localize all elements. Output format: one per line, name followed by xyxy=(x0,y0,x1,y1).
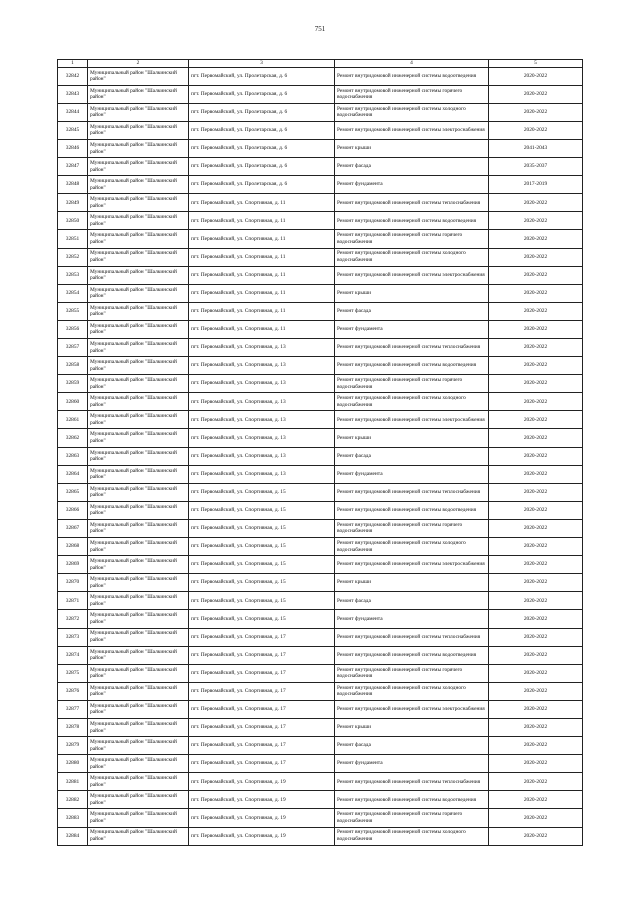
row-number: 32852 xyxy=(58,248,88,266)
table-row xyxy=(58,103,583,121)
row-number: 32868 xyxy=(58,538,88,556)
table-row xyxy=(58,664,583,682)
municipality-cell: Муниципальный район "Шалкинский район" xyxy=(88,266,189,284)
table-row xyxy=(58,773,583,791)
table-row xyxy=(58,501,583,519)
row-number: 32871 xyxy=(58,592,88,610)
work-type-cell: Ремонт фасада xyxy=(335,592,489,610)
table-row xyxy=(58,538,583,556)
work-type-cell: Ремонт внутридомовой инженерной системы холодного водоснабжения xyxy=(335,393,489,411)
address-cell: пгт. Первомайский, ул. Спортивная, д. 13 xyxy=(189,429,335,447)
work-type-cell: Ремонт фундамента xyxy=(335,176,489,194)
municipality-cell: Муниципальный район "Шалкинский район" xyxy=(88,339,189,357)
municipality-cell: Муниципальный район "Шалкинский район" xyxy=(88,85,189,103)
table-row xyxy=(58,139,583,157)
table-row xyxy=(58,266,583,284)
address-cell: пгт. Первомайский, ул. Спортивная, д. 17 xyxy=(189,682,335,700)
row-number: 32870 xyxy=(58,574,88,592)
work-type-cell: Ремонт крыши xyxy=(335,718,489,736)
work-type-cell: Ремонт внутридомовой инженерной системы водоотведения xyxy=(335,67,489,85)
work-type-cell: Ремонт внутридомовой инженерной системы горячего водоснабжения xyxy=(335,519,489,537)
address-cell: пгт. Первомайский, ул. Спортивная, д. 15 xyxy=(189,483,335,501)
table-row xyxy=(58,483,583,501)
address-cell: пгт. Первомайский, ул. Пролетарская, д. 6 xyxy=(189,121,335,139)
table-row xyxy=(58,628,583,646)
work-type-cell: Ремонт внутридомовой инженерной системы теплоснабжения xyxy=(335,628,489,646)
row-number: 32860 xyxy=(58,393,88,411)
address-cell: пгт. Первомайский, ул. Спортивная, д. 11 xyxy=(189,194,335,212)
municipality-cell: Муниципальный район "Шалкинский район" xyxy=(88,574,189,592)
column-header-4: 4 xyxy=(335,60,489,68)
table-row xyxy=(58,320,583,338)
work-type-cell: Ремонт внутридомовой инженерной системы теплоснабжения xyxy=(335,194,489,212)
address-cell: пгт. Первомайский, ул. Пролетарская, д. 6 xyxy=(189,103,335,121)
table-row xyxy=(58,158,583,176)
row-number: 32857 xyxy=(58,339,88,357)
municipality-cell: Муниципальный район "Шалкинский район" xyxy=(88,411,189,429)
address-cell: пгт. Первомайский, ул. Спортивная, д. 15 xyxy=(189,501,335,519)
address-cell: пгт. Первомайский, ул. Пролетарская, д. 6 xyxy=(189,85,335,103)
work-type-cell: Ремонт внутридомовой инженерной системы холодного водоснабжения xyxy=(335,538,489,556)
period-cell: 2020-2022 xyxy=(489,375,583,393)
municipality-cell: Муниципальный район "Шалкинский район" xyxy=(88,700,189,718)
municipality-cell: Муниципальный район "Шалкинский район" xyxy=(88,302,189,320)
period-cell: 2020-2022 xyxy=(489,682,583,700)
work-type-cell: Ремонт внутридомовой инженерной системы водоотведения xyxy=(335,791,489,809)
table-row xyxy=(58,610,583,628)
address-cell: пгт. Первомайский, ул. Спортивная, д. 11 xyxy=(189,320,335,338)
work-type-cell: Ремонт внутридомовой инженерной системы горячего водоснабжения xyxy=(335,375,489,393)
address-cell: пгт. Первомайский, ул. Пролетарская, д. 6 xyxy=(189,139,335,157)
row-number: 32875 xyxy=(58,664,88,682)
period-cell: 2020-2022 xyxy=(489,429,583,447)
row-number: 32879 xyxy=(58,737,88,755)
period-cell: 2020-2022 xyxy=(489,718,583,736)
work-type-cell: Ремонт фасада xyxy=(335,737,489,755)
address-cell: пгт. Первомайский, ул. Спортивная, д. 11 xyxy=(189,284,335,302)
row-number: 32844 xyxy=(58,103,88,121)
column-header-1: 1 xyxy=(58,60,88,68)
period-cell: 2020-2022 xyxy=(489,501,583,519)
municipality-cell: Муниципальный район "Шалкинский район" xyxy=(88,682,189,700)
row-number: 32848 xyxy=(58,176,88,194)
work-type-cell: Ремонт крыши xyxy=(335,429,489,447)
municipality-cell: Муниципальный район "Шалкинский район" xyxy=(88,139,189,157)
municipality-cell: Муниципальный район "Шалкинский район" xyxy=(88,158,189,176)
period-cell: 2020-2022 xyxy=(489,284,583,302)
municipality-cell: Муниципальный район "Шалкинский район" xyxy=(88,827,189,845)
municipality-cell: Муниципальный район "Шалкинский район" xyxy=(88,556,189,574)
table-row xyxy=(58,248,583,266)
table-header-row xyxy=(58,60,583,68)
work-type-cell: Ремонт внутридомовой инженерной системы холодного водоснабжения xyxy=(335,827,489,845)
table-row xyxy=(58,429,583,447)
row-number: 32884 xyxy=(58,827,88,845)
period-cell: 2020-2022 xyxy=(489,121,583,139)
period-cell: 2020-2022 xyxy=(489,302,583,320)
table-row xyxy=(58,465,583,483)
municipality-cell: Муниципальный район "Шалкинский район" xyxy=(88,447,189,465)
row-number: 32845 xyxy=(58,121,88,139)
period-cell: 2041-2043 xyxy=(489,139,583,157)
registry-table xyxy=(57,59,583,846)
period-cell: 2017-2019 xyxy=(489,176,583,194)
period-cell: 2020-2022 xyxy=(489,664,583,682)
municipality-cell: Муниципальный район "Шалкинский район" xyxy=(88,791,189,809)
work-type-cell: Ремонт внутридомовой инженерной системы холодного водоснабжения xyxy=(335,248,489,266)
work-type-cell: Ремонт фундамента xyxy=(335,755,489,773)
address-cell: пгт. Первомайский, ул. Спортивная, д. 15 xyxy=(189,574,335,592)
table-row xyxy=(58,85,583,103)
column-header-5: 5 xyxy=(489,60,583,68)
work-type-cell: Ремонт внутридомовой инженерной системы горячего водоснабжения xyxy=(335,85,489,103)
table-row xyxy=(58,302,583,320)
work-type-cell: Ремонт внутридомовой инженерной системы электроснабжения xyxy=(335,121,489,139)
work-type-cell: Ремонт фундамента xyxy=(335,465,489,483)
municipality-cell: Муниципальный район "Шалкинский район" xyxy=(88,483,189,501)
address-cell: пгт. Первомайский, ул. Спортивная, д. 13 xyxy=(189,393,335,411)
work-type-cell: Ремонт фундамента xyxy=(335,320,489,338)
municipality-cell: Муниципальный район "Шалкинский район" xyxy=(88,773,189,791)
work-type-cell: Ремонт фасада xyxy=(335,302,489,320)
work-type-cell: Ремонт фасада xyxy=(335,158,489,176)
row-number: 32858 xyxy=(58,357,88,375)
row-number: 32869 xyxy=(58,556,88,574)
table-row xyxy=(58,339,583,357)
address-cell: пгт. Первомайский, ул. Спортивная, д. 19 xyxy=(189,827,335,845)
address-cell: пгт. Первомайский, ул. Спортивная, д. 19 xyxy=(189,809,335,827)
work-type-cell: Ремонт внутридомовой инженерной системы холодного водоснабжения xyxy=(335,682,489,700)
row-number: 32878 xyxy=(58,718,88,736)
table-row xyxy=(58,556,583,574)
row-number: 32877 xyxy=(58,700,88,718)
period-cell: 2020-2022 xyxy=(489,212,583,230)
municipality-cell: Муниципальный район "Шалкинский район" xyxy=(88,67,189,85)
address-cell: пгт. Первомайский, ул. Спортивная, д. 11 xyxy=(189,248,335,266)
address-cell: пгт. Первомайский, ул. Спортивная, д. 11 xyxy=(189,302,335,320)
address-cell: пгт. Первомайский, ул. Спортивная, д. 15 xyxy=(189,592,335,610)
table-row xyxy=(58,700,583,718)
table-row xyxy=(58,393,583,411)
row-number: 32867 xyxy=(58,519,88,537)
address-cell: пгт. Первомайский, ул. Спортивная, д. 17 xyxy=(189,755,335,773)
row-number: 32859 xyxy=(58,375,88,393)
period-cell: 2020-2022 xyxy=(489,773,583,791)
work-type-cell: Ремонт крыши xyxy=(335,139,489,157)
table-row xyxy=(58,411,583,429)
row-number: 32862 xyxy=(58,429,88,447)
work-type-cell: Ремонт внутридомовой инженерной системы горячего водоснабжения xyxy=(335,664,489,682)
period-cell: 2020-2022 xyxy=(489,447,583,465)
table-row xyxy=(58,194,583,212)
municipality-cell: Муниципальный район "Шалкинский район" xyxy=(88,320,189,338)
row-number: 32842 xyxy=(58,67,88,85)
municipality-cell: Муниципальный район "Шалкинский район" xyxy=(88,248,189,266)
municipality-cell: Муниципальный район "Шалкинский район" xyxy=(88,393,189,411)
address-cell: пгт. Первомайский, ул. Спортивная, д. 19 xyxy=(189,773,335,791)
row-number: 32861 xyxy=(58,411,88,429)
municipality-cell: Муниципальный район "Шалкинский район" xyxy=(88,429,189,447)
municipality-cell: Муниципальный район "Шалкинский район" xyxy=(88,194,189,212)
row-number: 32866 xyxy=(58,501,88,519)
municipality-cell: Муниципальный район "Шалкинский район" xyxy=(88,809,189,827)
work-type-cell: Ремонт внутридомовой инженерной системы горячего водоснабжения xyxy=(335,809,489,827)
period-cell: 2020-2022 xyxy=(489,700,583,718)
period-cell: 2020-2022 xyxy=(489,393,583,411)
column-header-2: 2 xyxy=(88,60,189,68)
address-cell: пгт. Первомайский, ул. Спортивная, д. 17 xyxy=(189,718,335,736)
row-number: 32873 xyxy=(58,628,88,646)
table-row xyxy=(58,519,583,537)
address-cell: пгт. Первомайский, ул. Спортивная, д. 15 xyxy=(189,519,335,537)
table-row xyxy=(58,592,583,610)
table-row xyxy=(58,357,583,375)
municipality-cell: Муниципальный район "Шалкинский район" xyxy=(88,230,189,248)
table-row xyxy=(58,827,583,845)
period-cell: 2020-2022 xyxy=(489,266,583,284)
row-number: 32880 xyxy=(58,755,88,773)
period-cell: 2020-2022 xyxy=(489,339,583,357)
municipality-cell: Муниципальный район "Шалкинский район" xyxy=(88,664,189,682)
period-cell: 2020-2022 xyxy=(489,411,583,429)
work-type-cell: Ремонт внутридомовой инженерной системы теплоснабжения xyxy=(335,773,489,791)
period-cell: 2035-2037 xyxy=(489,158,583,176)
work-type-cell: Ремонт внутридомовой инженерной системы водоотведения xyxy=(335,212,489,230)
table-row xyxy=(58,682,583,700)
address-cell: пгт. Первомайский, ул. Спортивная, д. 17 xyxy=(189,664,335,682)
address-cell: пгт. Первомайский, ул. Спортивная, д. 13 xyxy=(189,357,335,375)
table-row xyxy=(58,67,583,85)
work-type-cell: Ремонт крыши xyxy=(335,284,489,302)
table-row xyxy=(58,755,583,773)
period-cell: 2020-2022 xyxy=(489,320,583,338)
address-cell: пгт. Первомайский, ул. Спортивная, д. 15 xyxy=(189,610,335,628)
work-type-cell: Ремонт фундамента xyxy=(335,610,489,628)
period-cell: 2020-2022 xyxy=(489,103,583,121)
work-type-cell: Ремонт внутридомовой инженерной системы теплоснабжения xyxy=(335,483,489,501)
municipality-cell: Муниципальный район "Шалкинский район" xyxy=(88,284,189,302)
work-type-cell: Ремонт крыши xyxy=(335,574,489,592)
work-type-cell: Ремонт внутридомовой инженерной системы водоотведения xyxy=(335,357,489,375)
address-cell: пгт. Первомайский, ул. Спортивная, д. 13 xyxy=(189,411,335,429)
period-cell: 2020-2022 xyxy=(489,483,583,501)
address-cell: пгт. Первомайский, ул. Спортивная, д. 17 xyxy=(189,700,335,718)
period-cell: 2020-2022 xyxy=(489,737,583,755)
row-number: 32864 xyxy=(58,465,88,483)
municipality-cell: Муниципальный район "Шалкинский район" xyxy=(88,610,189,628)
period-cell: 2020-2022 xyxy=(489,755,583,773)
work-type-cell: Ремонт внутридомовой инженерной системы теплоснабжения xyxy=(335,339,489,357)
row-number: 32846 xyxy=(58,139,88,157)
period-cell: 2020-2022 xyxy=(489,827,583,845)
municipality-cell: Муниципальный район "Шалкинский район" xyxy=(88,121,189,139)
period-cell: 2020-2022 xyxy=(489,809,583,827)
municipality-cell: Муниципальный район "Шалкинский район" xyxy=(88,357,189,375)
period-cell: 2020-2022 xyxy=(489,85,583,103)
period-cell: 2020-2022 xyxy=(489,519,583,537)
period-cell: 2020-2022 xyxy=(489,538,583,556)
row-number: 32850 xyxy=(58,212,88,230)
row-number: 32881 xyxy=(58,773,88,791)
table-row xyxy=(58,809,583,827)
municipality-cell: Муниципальный район "Шалкинский район" xyxy=(88,718,189,736)
table-row xyxy=(58,230,583,248)
address-cell: пгт. Первомайский, ул. Спортивная, д. 13 xyxy=(189,375,335,393)
row-number: 32849 xyxy=(58,194,88,212)
period-cell: 2020-2022 xyxy=(489,592,583,610)
period-cell: 2020-2022 xyxy=(489,357,583,375)
work-type-cell: Ремонт внутридомовой инженерной системы горячего водоснабжения xyxy=(335,230,489,248)
municipality-cell: Муниципальный район "Шалкинский район" xyxy=(88,628,189,646)
work-type-cell: Ремонт внутридомовой инженерной системы водоотведения xyxy=(335,646,489,664)
table-row xyxy=(58,212,583,230)
address-cell: пгт. Первомайский, ул. Спортивная, д. 19 xyxy=(189,791,335,809)
row-number: 32865 xyxy=(58,483,88,501)
table-row xyxy=(58,375,583,393)
address-cell: пгт. Первомайский, ул. Спортивная, д. 15 xyxy=(189,538,335,556)
municipality-cell: Муниципальный район "Шалкинский район" xyxy=(88,212,189,230)
municipality-cell: Муниципальный район "Шалкинский район" xyxy=(88,538,189,556)
table-body xyxy=(58,67,583,845)
period-cell: 2020-2022 xyxy=(489,646,583,664)
work-type-cell: Ремонт внутридомовой инженерной системы электроснабжения xyxy=(335,700,489,718)
row-number: 32882 xyxy=(58,791,88,809)
row-number: 32855 xyxy=(58,302,88,320)
row-number: 32843 xyxy=(58,85,88,103)
column-header-3: 3 xyxy=(189,60,335,68)
table-row xyxy=(58,284,583,302)
municipality-cell: Муниципальный район "Шалкинский район" xyxy=(88,375,189,393)
row-number: 32883 xyxy=(58,809,88,827)
address-cell: пгт. Первомайский, ул. Спортивная, д. 17 xyxy=(189,737,335,755)
address-cell: пгт. Первомайский, ул. Спортивная, д. 11 xyxy=(189,230,335,248)
address-cell: пгт. Первомайский, ул. Пролетарская, д. 6 xyxy=(189,176,335,194)
municipality-cell: Муниципальный район "Шалкинский район" xyxy=(88,176,189,194)
row-number: 32872 xyxy=(58,610,88,628)
table-row xyxy=(58,121,583,139)
work-type-cell: Ремонт внутридомовой инженерной системы электроснабжения xyxy=(335,411,489,429)
period-cell: 2020-2022 xyxy=(489,556,583,574)
municipality-cell: Муниципальный район "Шалкинский район" xyxy=(88,646,189,664)
address-cell: пгт. Первомайский, ул. Спортивная, д. 17 xyxy=(189,628,335,646)
work-type-cell: Ремонт внутридомовой инженерной системы водоотведения xyxy=(335,501,489,519)
address-cell: пгт. Первомайский, ул. Спортивная, д. 13 xyxy=(189,339,335,357)
row-number: 32876 xyxy=(58,682,88,700)
address-cell: пгт. Первомайский, ул. Спортивная, д. 11 xyxy=(189,212,335,230)
table-row xyxy=(58,646,583,664)
municipality-cell: Муниципальный район "Шалкинский район" xyxy=(88,519,189,537)
period-cell: 2020-2022 xyxy=(489,465,583,483)
work-type-cell: Ремонт внутридомовой инженерной системы холодного водоснабжения xyxy=(335,103,489,121)
period-cell: 2020-2022 xyxy=(489,67,583,85)
address-cell: пгт. Первомайский, ул. Спортивная, д. 11 xyxy=(189,266,335,284)
period-cell: 2020-2022 xyxy=(489,628,583,646)
table-row xyxy=(58,447,583,465)
table-row xyxy=(58,737,583,755)
row-number: 32847 xyxy=(58,158,88,176)
period-cell: 2020-2022 xyxy=(489,610,583,628)
row-number: 32851 xyxy=(58,230,88,248)
row-number: 32863 xyxy=(58,447,88,465)
row-number: 32853 xyxy=(58,266,88,284)
municipality-cell: Муниципальный район "Шалкинский район" xyxy=(88,737,189,755)
table-row xyxy=(58,791,583,809)
municipality-cell: Муниципальный район "Шалкинский район" xyxy=(88,592,189,610)
row-number: 32856 xyxy=(58,320,88,338)
address-cell: пгт. Первомайский, ул. Спортивная, д. 13 xyxy=(189,447,335,465)
table-row xyxy=(58,176,583,194)
row-number: 32854 xyxy=(58,284,88,302)
address-cell: пгт. Первомайский, ул. Пролетарская, д. 6 xyxy=(189,67,335,85)
address-cell: пгт. Первомайский, ул. Спортивная, д. 15 xyxy=(189,556,335,574)
municipality-cell: Муниципальный район "Шалкинский район" xyxy=(88,103,189,121)
address-cell: пгт. Первомайский, ул. Спортивная, д. 17 xyxy=(189,646,335,664)
period-cell: 2020-2022 xyxy=(489,248,583,266)
table-row xyxy=(58,574,583,592)
table-row xyxy=(58,718,583,736)
page-number: 751 xyxy=(314,25,326,33)
address-cell: пгт. Первомайский, ул. Пролетарская, д. 6 xyxy=(189,158,335,176)
municipality-cell: Муниципальный район "Шалкинский район" xyxy=(88,755,189,773)
period-cell: 2020-2022 xyxy=(489,194,583,212)
work-type-cell: Ремонт внутридомовой инженерной системы электроснабжения xyxy=(335,556,489,574)
period-cell: 2020-2022 xyxy=(489,574,583,592)
work-type-cell: Ремонт внутридомовой инженерной системы электроснабжения xyxy=(335,266,489,284)
period-cell: 2020-2022 xyxy=(489,230,583,248)
municipality-cell: Муниципальный район "Шалкинский район" xyxy=(88,465,189,483)
row-number: 32874 xyxy=(58,646,88,664)
municipality-cell: Муниципальный район "Шалкинский район" xyxy=(88,501,189,519)
work-type-cell: Ремонт фасада xyxy=(335,447,489,465)
address-cell: пгт. Первомайский, ул. Спортивная, д. 13 xyxy=(189,465,335,483)
period-cell: 2020-2022 xyxy=(489,791,583,809)
